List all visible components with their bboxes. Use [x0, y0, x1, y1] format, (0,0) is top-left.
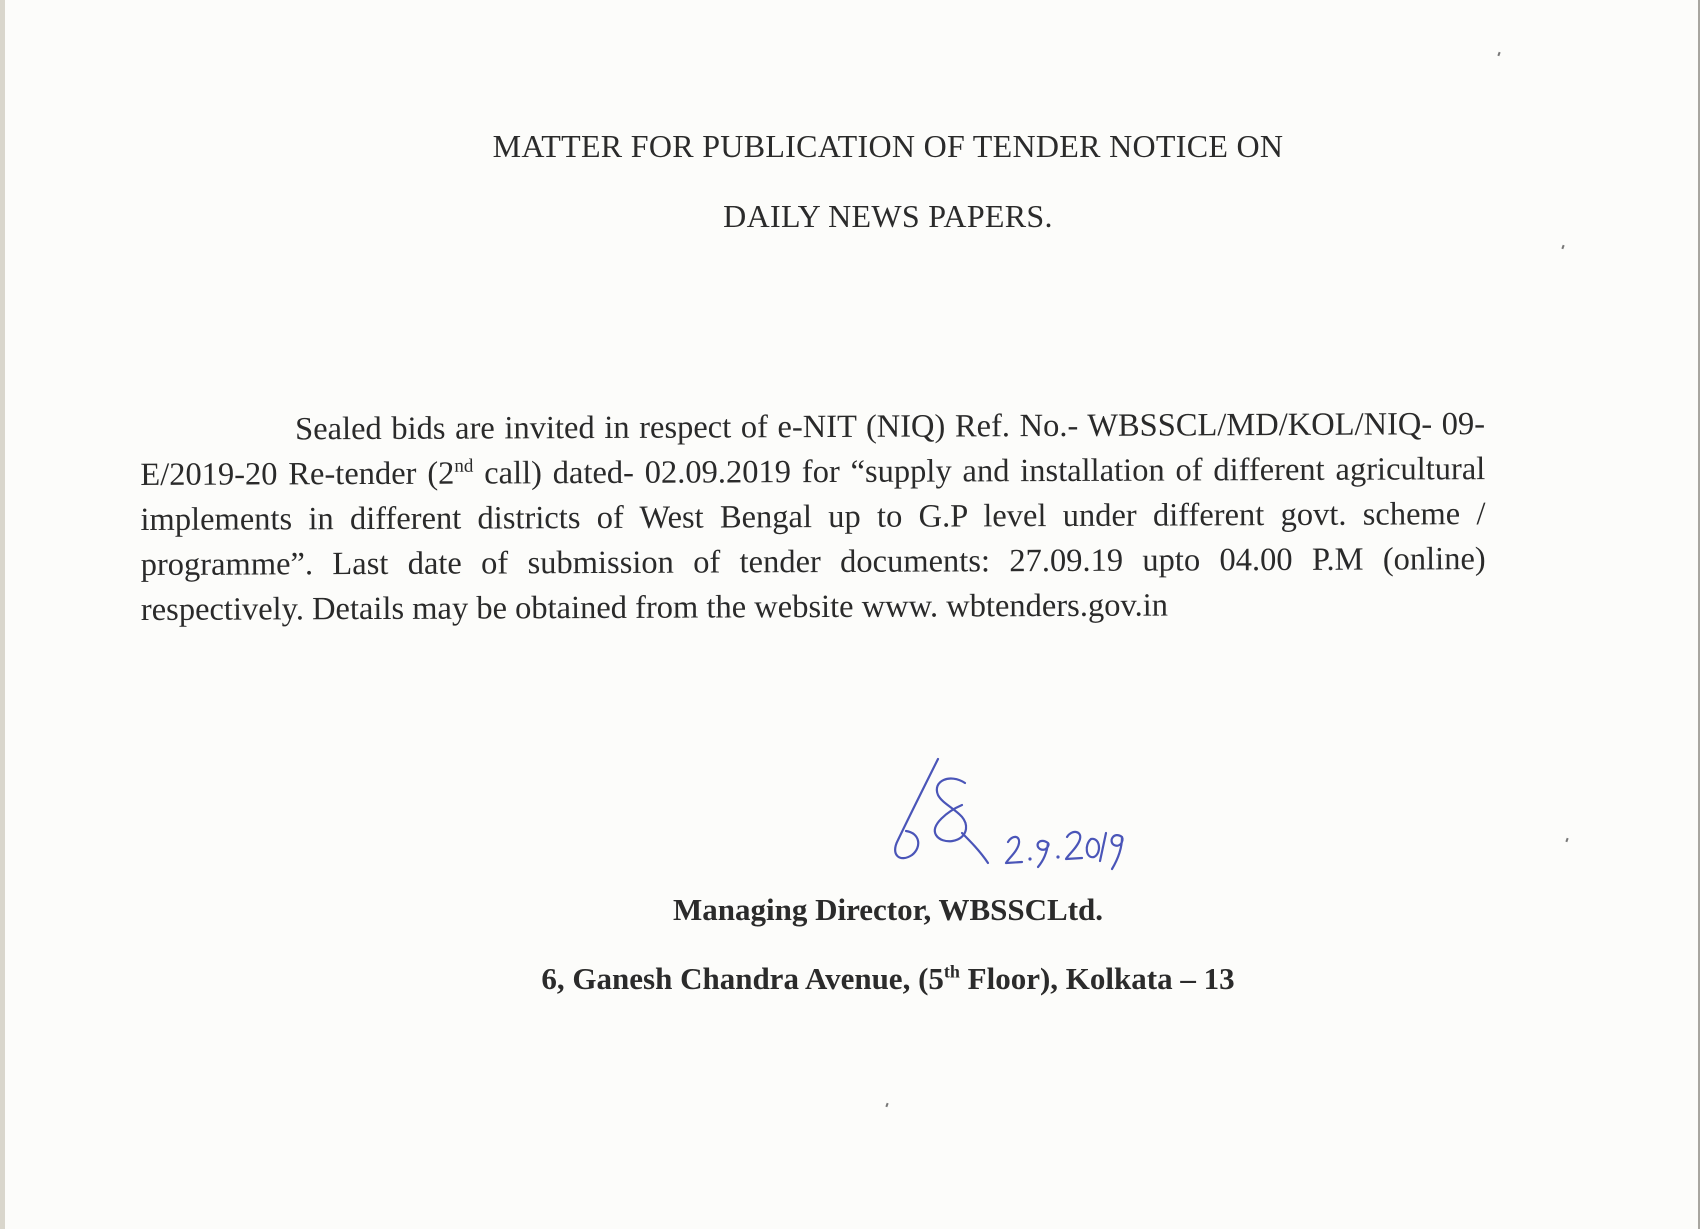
floor-ordinal-superscript: th — [943, 961, 960, 982]
address-part-1: 6, Ganesh Chandra Avenue, (5 — [541, 961, 944, 996]
signatory-designation: Managing Director, WBSSCLtd. — [672, 892, 1104, 927]
body-text-part-2: call) dated- 02.09.2019 for “supply and installation of different agricultural implements in different districts of West Bengal up to G.P level under different govt. scheme / programme”. Last date of submission of tender documents: 27.09.19 upto 04.00 P.M (online) respectively. Details may be obtained from the website www. wbtenders.gov.in — [140, 451, 1486, 628]
notice-body-paragraph — [140, 402, 1486, 633]
signatory-address — [38, 961, 1700, 997]
handwritten-signature — [870, 745, 1170, 885]
ordinal-superscript: nd — [454, 455, 474, 477]
notice-heading-line-2: DAILY NEWS PAPERS. — [723, 198, 1053, 234]
scan-speck — [1561, 245, 1564, 249]
address-part-2: Floor), Kolkata – 13 — [959, 961, 1235, 996]
body-text-part-1: Sealed bids are invited in respect of e-NIT (NIQ) Ref. No.- WBSSCL/MD/KOL/NIQ- 09-E/2019-20 Re-tender (2 — [140, 406, 1486, 493]
notice-heading-line-1: MATTER FOR PUBLICATION OF TENDER NOTICE ON — [492, 128, 1284, 164]
scan-speck — [1497, 52, 1500, 56]
scan-speck — [1565, 838, 1568, 842]
page-left-edge — [0, 0, 5, 1229]
scan-speck — [885, 1103, 888, 1107]
